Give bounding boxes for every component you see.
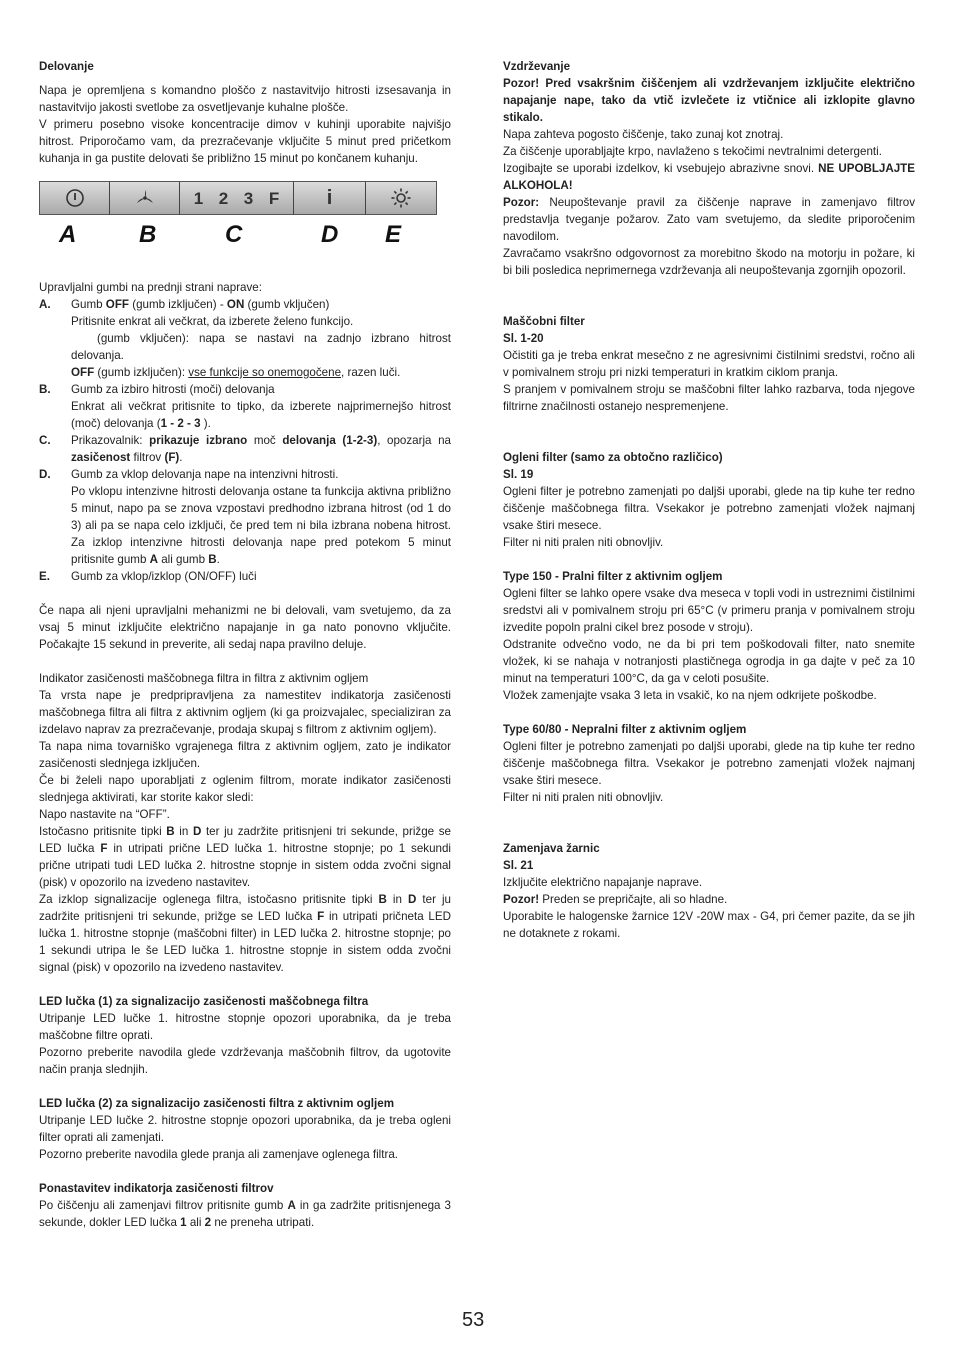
- section-title-delovanje: Delovanje: [39, 60, 94, 73]
- item-b-text: Enkrat ali večkrat pritisnite to tipko, da izberete najprimernejšo hitrost (moč) delovanja (: [71, 400, 451, 430]
- type150-paragraph-2: Odstranite odvečno vodo, ne da bi pri tem poškodovali filter, nato snemite vložek, ki se nahaja v notranjosti plastičnega ogrodja in ga dajte v peč za 10 minut na temperaturi 100°C, da ga v celoti posušite.: [503, 638, 915, 685]
- lamp-paragraph-1: Izključite električno napajanje naprave.: [503, 876, 703, 889]
- power-icon: [65, 188, 85, 208]
- letter-d: D: [321, 221, 339, 248]
- led2-title: LED lučka (2) za signalizacijo zasičenosti filtra z aktivnim ogljem: [39, 1097, 395, 1110]
- letter-e: E: [385, 221, 402, 248]
- maintenance-paragraph-3: [503, 160, 915, 194]
- item-a-text-2: (gumb izključen) -: [128, 298, 227, 311]
- left-column: [39, 58, 451, 1231]
- lamp2-a: Pozor!: [503, 893, 540, 906]
- control-panel: [39, 181, 437, 215]
- buttons-intro: Upravljalni gumbi na prednji strani naprave:: [39, 281, 262, 294]
- reset-paragraph: [39, 1197, 451, 1231]
- carbon-filter-paragraph-2: Filter ni niti pralen niti obnovljiv.: [503, 536, 664, 549]
- letter-b: B: [139, 221, 157, 248]
- carbon-filter-paragraph-1: Ogleni filter je potrebno zamenjati po daljši uporabi, glede na tip kuhe ter redno čiščenje maščobnega filtra. Vsekakor je potrebno zamenjati vložek najmanj vsake štiri mesece.: [503, 485, 915, 532]
- indicator-paragraph-3: Če bi želeli napo uporabljati z oglenim filtrom, morate indikator zasičenosti slednjega aktivirati, kar storite kakor sledi:: [39, 774, 451, 804]
- item-d-t-d: B: [208, 553, 217, 566]
- speed-f-label: F: [268, 188, 280, 208]
- ind5-d: D: [192, 825, 202, 838]
- led1-paragraph-2: Pozorno preberite navodila glede vzdrževanja maščobnih filtrov, da ugotovite način pranja slednjih.: [39, 1046, 451, 1076]
- maint4-b: Neupoštevanje pravil za čiščenje naprave in zamenjavo filtrov predstavlja tveganje požarov. Zato vam svetujemo, da sledite priporočenim navodilom.: [503, 196, 915, 243]
- item-b-line-2: [39, 398, 451, 432]
- maintenance-paragraph-4: [503, 194, 915, 245]
- malfunction-paragraph: Če napa ali njeni upravljalni mehanizmi ne bi delovali, vam svetujemo, da za vsaj 5 minut izključite električno napajanje in ga nato ponovno vključite. Počakajte 15 sekund in preverite, ali sedaj napa pravilno deluje.: [39, 604, 451, 651]
- ind6-b: B: [378, 893, 387, 906]
- intro-paragraph-1: Napa je opremljena s komandno ploščo z nastavitvijo hitrosti izsesavanja in nastavitvijo jakosti svetlobe za osvetljevanje kuhalne plošče.: [39, 84, 451, 114]
- item-a-text: Gumb: [71, 298, 106, 311]
- lamp-paragraph-2: [503, 891, 915, 908]
- item-c-t-a: Prikazovalnik:: [71, 434, 150, 447]
- item-a-on: ON: [226, 298, 245, 311]
- type150-paragraph-1: Ogleni filter se lahko opere vsake dva meseca v topli vodi in ustreznimi čistilnimi sredstvi ali v pomivalnem stroju pri 65°C (v primeru pranja v pomivalnem stroju izvedite popoln pralni cikel brez posode v stroju).: [503, 587, 915, 634]
- type6080-paragraph-1: Ogleni filter je potrebno zamenjati po daljši uporabi, glede na tip kuhe ter redno čiščenje maščobnega filtra. Vsekakor je potrebno zamenjati vložek najmanj vsake štiri mesece.: [503, 740, 915, 787]
- reset-a: Po čiščenju ali zamenjavi filtrov pritisnite gumb: [39, 1199, 288, 1212]
- ind5-a: Istočasno pritisnite tipki: [39, 825, 167, 838]
- lamp-figure: Sl. 21: [503, 859, 534, 872]
- reset-title: Ponastavitev indikatorja zasičenosti filtrov: [39, 1182, 274, 1195]
- maintenance-paragraph-2: Za čiščenje uporabljajte krpo, navlaženo s tekočimi nevtralnimi detergenti.: [503, 145, 882, 158]
- lamp2-b: Preden se prepričajte, ali so hladne.: [539, 893, 728, 906]
- reset-e: ali: [186, 1216, 205, 1229]
- letter-a: A: [59, 221, 77, 248]
- led2-paragraph-1: Utripanje LED lučke 2. hitrostne stopnje opozori uporabnika, da je treba ogleni filter oprati ali zamenjati.: [39, 1114, 451, 1144]
- panel-button-d: [294, 182, 366, 214]
- carbon-filter-figure: Sl. 19: [503, 468, 534, 481]
- type150-paragraph-3: Vložek zamenjajte vsaka 3 leta in vsakič, ko na njem odkrijete poškodbe.: [503, 689, 877, 702]
- ind5-f: F: [100, 842, 108, 855]
- indicator-paragraph-2: Ta napa nima tovarniško vgrajenega filtra z aktivnim ogljem, zato je indikator zasičenosti slednjega izključen.: [39, 740, 451, 770]
- item-d-t-a: Po vklopu intenzivne hitrosti delovanja ostane ta funkcija aktivna približno 5 minut, napo pa se znova vzpostavi predhodno izbrana hitrost (od 1 do 3) ali pa se napa celo izključi, če pred tem ni bila izbrana nobena hitrost. Za izklop intenzivne hitrosti delovanja nape pred potekom 5 minut pritisnite gumb: [71, 485, 451, 566]
- indicator-paragraph-6: [39, 891, 451, 976]
- item-c-t-h: (F): [164, 451, 180, 464]
- grease-filter-paragraph-2: S pranjem v pomivalnem stroju se maščobni filter lahko razbarva, toda njegove filtrirne značilnosti ostanejo nespremenjene.: [503, 383, 915, 413]
- panel-button-a: [40, 182, 110, 214]
- item-a-line-3: (gumb vključen): napa se nastavi na zadnjo izbrano hitrost delovanja.: [71, 332, 451, 362]
- item-c-text: [71, 432, 451, 466]
- item-a-label: A.: [39, 298, 51, 311]
- maintenance-title: Vzdrževanje: [503, 60, 571, 73]
- item-a-line-4: [39, 364, 451, 381]
- maintenance-warning: Pozor! Pred vsakršnim čiščenjem ali vzdrževanjem izključite električno napajanje nape, tako da vtič izvlečete iz vtičnice ali izklopite glavno stikalo.: [503, 77, 915, 124]
- panel-button-b: [110, 182, 180, 214]
- ind6-g: in utripati pričneta LED lučka 1. hitrostne stopnje (maščobni filter) in LED lučka 2. hitrostne stopnje; po 1 sekundi utripa le še LED lučka 1. hitrostne stopnje in sistem odda zvočni signal (pisk) v opozorilo na izvedeno nastavitev.: [39, 910, 451, 974]
- grease-filter-title: Maščobni filter: [503, 315, 585, 328]
- ind6-e: ter ju zadržite pritisnjeni tri sekunde, prižge se LED lučka: [39, 893, 451, 923]
- control-panel-figure: [39, 181, 437, 249]
- item-b-end: ).: [200, 417, 211, 430]
- item-b-line-1: Gumb za izbiro hitrosti (moči) delovanja: [71, 383, 275, 396]
- led1-paragraph-1: Utripanje LED lučke 1. hitrostne stopnje opozori uporabnika, da je treba maščobne filtre oprati.: [39, 1012, 451, 1042]
- item-d-t-b: A: [149, 553, 158, 566]
- item-d: [39, 466, 451, 483]
- led2-paragraph-2: Pozorno preberite navodila glede pranja ali zamenjave oglenega filtra.: [39, 1148, 398, 1161]
- maint4-a: Pozor:: [503, 196, 540, 209]
- indicator-paragraph-4: Napo nastavite na “OFF”.: [39, 808, 170, 821]
- item-d-t-e: .: [216, 553, 220, 566]
- item-d-line-1: Gumb za vklop delovanja nape na intenzivni hitrosti.: [71, 468, 339, 481]
- ind6-f: F: [317, 910, 325, 923]
- ind5-g: in utripati prične LED lučka 1. hitrostne stopnje; po 1 sekundi prične utripati tudi LED lučka 2. hitrostne stopnje in sistem odda zvočni signal (pisk) v opozorilo na izvedeno nastavitev.: [39, 842, 452, 889]
- item-a-off: OFF: [105, 298, 129, 311]
- reset-g: ne preneha utripati.: [211, 1216, 315, 1229]
- item-c-t-d: delovanja (1-2-3): [282, 434, 378, 447]
- reset-f: 2: [204, 1216, 212, 1229]
- item-c-t-e: , opozarja na: [377, 434, 451, 447]
- grease-filter-paragraph-1: Očistiti ga je treba enkrat mesečno z ne agresivnimi čistilnimi sredstvi, ročno ali v pomivalnem stroju pri nizki temperaturi in kratkim ciklom pranja.: [503, 349, 915, 379]
- item-c-t-g: filtrov: [130, 451, 165, 464]
- lamp-paragraph-3: Uporabite le halogenske žarnice 12V -20W max - G4, pri čemer pazite, da se jih ne dotaknete z rokami.: [503, 910, 915, 940]
- item-e-line-1: Gumb za vklop/izklop (ON/OFF) luči: [71, 570, 257, 583]
- item-a-text-3: (gumb vključen): [244, 298, 330, 311]
- item-c-label: C.: [39, 434, 51, 447]
- speed-2-label: 2: [218, 188, 229, 208]
- reset-d: 1: [180, 1216, 187, 1229]
- item-a-underlined: vse funkcije so onemogočene: [188, 366, 342, 379]
- reset-c: in ga zadržite pritisnjenega 3 sekunde, dokler LED lučka: [39, 1199, 452, 1229]
- panel-display-c: [180, 182, 294, 214]
- info-icon: i: [326, 186, 333, 209]
- light-icon: [390, 187, 412, 209]
- grease-filter-figure: Sl. 1-20: [503, 332, 544, 345]
- item-a: [39, 296, 451, 313]
- type6080-title: Type 60/80 - Nepralni filter z aktivnim ogljem: [503, 723, 747, 736]
- item-c-t-b: prikazuje izbrano: [149, 434, 248, 447]
- item-b-speeds: 1 - 2 - 3: [160, 417, 201, 430]
- maintenance-paragraph-5: Zavračamo vsakršno odgovornost za morebitno škodo na motorju in požare, ki bi bili posledica neprimernega vzdrževanja ali neupoštevanja zgornjih opozoril.: [503, 247, 915, 277]
- panel-button-e: [366, 182, 436, 214]
- item-a-line-4-end: , razen luči.: [341, 366, 401, 379]
- indicator-paragraph-1: Ta vrsta nape je predpripravljena za namestitev indikatorja zasičenosti maščobnega filtra ali filtra z aktivnim ogljem (ki ga proizvajalec, specializiran za izdelavo naprav za prezračevanje, prodaja skupaj s filtrom z aktivnim ogljem).: [39, 689, 451, 736]
- maintenance-paragraph-1: Napa zahteva pogosto čiščenje, tako zunaj kot znotraj.: [503, 128, 784, 141]
- ind5-e: ter ju zadržite pritisnjeni tri sekunde, prižge se LED lučka: [39, 825, 451, 855]
- item-a-line-2: Pritisnite enkrat ali večkrat, da izberete želeno funkcijo.: [71, 315, 354, 328]
- reset-b: A: [287, 1199, 296, 1212]
- carbon-filter-title: Ogleni filter (samo za obtočno različico): [503, 451, 723, 464]
- ind6-d: D: [408, 893, 417, 906]
- item-b: [39, 381, 451, 398]
- item-e: [39, 568, 451, 585]
- panel-letters: [39, 221, 437, 249]
- item-d-label: D.: [39, 468, 51, 481]
- item-a-line-4-text: (gumb izključen):: [94, 366, 189, 379]
- speed-1-label: 1: [193, 188, 204, 208]
- ind5-c: in: [174, 825, 193, 838]
- intro-paragraph-2: V primeru posebno visoke koncentracije dimov v kuhinji uporabite najvišjo hitrost. Priporočamo vam, da prezračevanje vključite 5 minut pred pričetkom kuhanja in ga pustite delovati še približno 15 minut po končanem kuhanju.: [39, 118, 451, 165]
- type150-title: Type 150 - Pralni filter z aktivnim ogljem: [503, 570, 723, 583]
- maint3-a: Izogibajte se uporabi izdelkov, ki vsebujejo abrazivne snovi.: [503, 162, 819, 175]
- indicator-title: Indikator zasičenosti maščobnega filtra in filtra z aktivnim ogljem: [39, 672, 369, 685]
- item-c: [39, 432, 451, 466]
- right-column: [503, 58, 915, 942]
- ind5-b: B: [166, 825, 175, 838]
- speed-3-label: 3: [243, 188, 254, 208]
- item-c-t-f: zasičenost: [71, 451, 131, 464]
- ind6-c: in: [386, 893, 408, 906]
- item-b-label: B.: [39, 383, 51, 396]
- item-a-off-2: OFF: [71, 366, 95, 379]
- item-d-line-2: [39, 483, 451, 568]
- led1-title: LED lučka (1) za signalizacijo zasičenosti maščobnega filtra: [39, 995, 369, 1008]
- lamp-title: Zamenjava žarnic: [503, 842, 600, 855]
- item-c-t-c: moč: [247, 434, 283, 447]
- item-c-t-i: .: [179, 451, 183, 464]
- maint3-b: NE UPOBLJAJTE ALKOHOLA!: [503, 162, 915, 192]
- ind6-a: Za izklop signalizacije oglenega filtra, istočasno pritisnite tipki: [39, 893, 379, 906]
- letter-c: C: [225, 221, 243, 248]
- fan-icon: [133, 188, 157, 208]
- type6080-paragraph-2: Filter ni niti pralen niti obnovljiv.: [503, 791, 664, 804]
- indicator-paragraph-5: [39, 823, 451, 891]
- item-d-t-c: ali gumb: [158, 553, 209, 566]
- page-number: 53: [462, 1309, 485, 1331]
- item-e-label: E.: [39, 570, 50, 583]
